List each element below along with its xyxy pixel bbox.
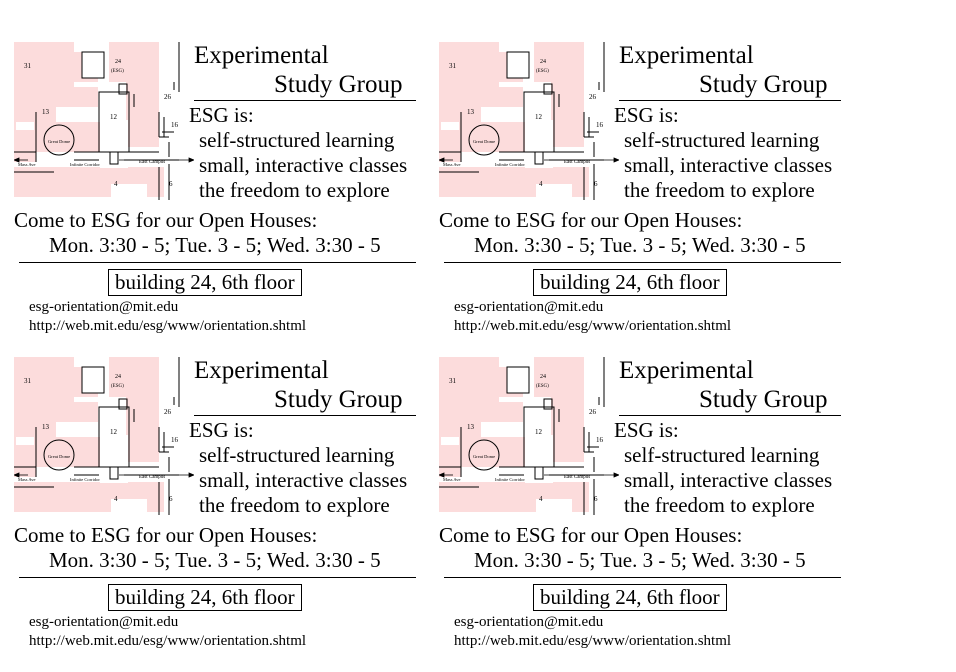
feature-item: small, interactive classes xyxy=(624,468,833,492)
hours-rule xyxy=(444,577,841,578)
title-line-2: Study Group xyxy=(699,386,828,413)
label-building-13: 13 xyxy=(467,108,474,116)
label-infinite-corridor: Infinite Corridor xyxy=(70,162,100,167)
orientation-url: http://web.mit.edu/esg/www/orientation.shtml xyxy=(29,633,307,649)
feature-item: self-structured learning xyxy=(624,128,820,152)
label-building-12: 12 xyxy=(110,113,117,121)
open-house-hours: Mon. 3:30 - 5; Tue. 3 - 5; Wed. 3:30 - 5 xyxy=(49,548,381,572)
label-east-campus: East Campus xyxy=(139,160,166,165)
label-infinite-corridor: Infinite Corridor xyxy=(70,477,100,482)
label-esg: (ESG) xyxy=(111,384,124,389)
label-great-dome: Great Dome xyxy=(48,139,71,144)
label-building-12: 12 xyxy=(535,428,542,436)
flyer-card-bottom-right xyxy=(439,357,864,672)
label-building-31: 31 xyxy=(449,377,456,385)
label-esg: (ESG) xyxy=(536,384,549,389)
campus-map xyxy=(14,357,194,517)
label-building-26: 26 xyxy=(589,93,596,101)
label-building-13: 13 xyxy=(42,423,49,431)
esg-is-heading: ESG is: xyxy=(614,418,679,442)
label-building-6: 6 xyxy=(594,495,598,503)
label-east-campus: East Campus xyxy=(564,160,591,165)
hours-rule xyxy=(444,262,841,263)
hours-rule xyxy=(19,262,416,263)
label-mass-ave: Mass Ave xyxy=(443,162,461,167)
feature-item: small, interactive classes xyxy=(199,153,408,177)
open-houses-heading: Come to ESG for our Open Houses: xyxy=(439,523,743,547)
open-house-hours: Mon. 3:30 - 5; Tue. 3 - 5; Wed. 3:30 - 5 xyxy=(474,548,806,572)
esg-is-heading: ESG is: xyxy=(189,103,254,127)
feature-item: the freedom to explore xyxy=(199,493,390,517)
feature-item: small, interactive classes xyxy=(624,153,833,177)
open-houses-heading: Come to ESG for our Open Houses: xyxy=(14,523,318,547)
label-building-6: 6 xyxy=(169,180,173,188)
label-building-16: 16 xyxy=(171,436,178,444)
label-great-dome: Great Dome xyxy=(473,454,496,459)
label-building-24: 24 xyxy=(115,59,121,65)
label-building-24: 24 xyxy=(115,374,121,380)
label-building-26: 26 xyxy=(164,93,171,101)
campus-map-drawing xyxy=(14,357,194,517)
label-building-12: 12 xyxy=(110,428,117,436)
title-line-1: Experimental xyxy=(194,42,329,69)
open-houses-heading: Come to ESG for our Open Houses: xyxy=(14,208,318,232)
flyer-card-top-left xyxy=(14,42,439,357)
label-building-31: 31 xyxy=(24,62,31,70)
feature-item: the freedom to explore xyxy=(624,493,815,517)
label-building-26: 26 xyxy=(164,408,171,416)
orientation-url: http://web.mit.edu/esg/www/orientation.shtml xyxy=(29,318,307,334)
campus-map xyxy=(439,42,619,202)
orientation-url: http://web.mit.edu/esg/www/orientation.shtml xyxy=(454,633,732,649)
esg-features-list xyxy=(199,128,407,203)
label-infinite-corridor: Infinite Corridor xyxy=(495,477,525,482)
label-mass-ave: Mass Ave xyxy=(18,477,36,482)
hours-rule xyxy=(19,577,416,578)
label-great-dome: Great Dome xyxy=(48,454,71,459)
label-east-campus: East Campus xyxy=(564,475,591,480)
feature-item: small, interactive classes xyxy=(199,468,408,492)
campus-map-drawing xyxy=(14,42,194,202)
label-building-6: 6 xyxy=(594,180,598,188)
title-rule xyxy=(619,100,841,101)
orientation-url: http://web.mit.edu/esg/www/orientation.shtml xyxy=(454,318,732,334)
label-building-4: 4 xyxy=(114,180,118,188)
feature-item: self-structured learning xyxy=(199,443,395,467)
campus-map xyxy=(14,42,194,202)
contact-email: esg-orientation@mit.edu xyxy=(454,614,604,630)
label-infinite-corridor: Infinite Corridor xyxy=(495,162,525,167)
label-building-4: 4 xyxy=(539,495,543,503)
title-line-1: Experimental xyxy=(194,357,329,384)
location-box: building 24, 6th floor xyxy=(108,269,302,296)
label-mass-ave: Mass Ave xyxy=(18,162,36,167)
campus-map-drawing xyxy=(439,42,619,202)
label-building-6: 6 xyxy=(169,495,173,503)
location-box: building 24, 6th floor xyxy=(533,584,727,611)
open-house-hours: Mon. 3:30 - 5; Tue. 3 - 5; Wed. 3:30 - 5 xyxy=(474,233,806,257)
campus-map xyxy=(439,357,619,517)
esg-features-list xyxy=(199,443,407,518)
flyer-card-bottom-left xyxy=(14,357,439,672)
open-house-hours: Mon. 3:30 - 5; Tue. 3 - 5; Wed. 3:30 - 5 xyxy=(49,233,381,257)
label-building-24: 24 xyxy=(540,374,546,380)
location-box: building 24, 6th floor xyxy=(533,269,727,296)
label-building-24: 24 xyxy=(540,59,546,65)
label-building-16: 16 xyxy=(596,121,603,129)
label-east-campus: East Campus xyxy=(139,475,166,480)
esg-is-heading: ESG is: xyxy=(189,418,254,442)
label-building-31: 31 xyxy=(449,62,456,70)
open-houses-heading: Come to ESG for our Open Houses: xyxy=(439,208,743,232)
label-esg: (ESG) xyxy=(536,69,549,74)
title-rule xyxy=(194,415,416,416)
label-building-26: 26 xyxy=(589,408,596,416)
esg-features-list xyxy=(624,128,832,203)
flyer-card-top-right xyxy=(439,42,864,357)
contact-email: esg-orientation@mit.edu xyxy=(454,299,604,315)
label-building-31: 31 xyxy=(24,377,31,385)
esg-features-list xyxy=(624,443,832,518)
label-building-4: 4 xyxy=(114,495,118,503)
feature-item: self-structured learning xyxy=(624,443,820,467)
location-box: building 24, 6th floor xyxy=(108,584,302,611)
label-building-13: 13 xyxy=(467,423,474,431)
title-rule xyxy=(619,415,841,416)
title-line-1: Experimental xyxy=(619,42,754,69)
contact-email: esg-orientation@mit.edu xyxy=(29,299,179,315)
title-line-2: Study Group xyxy=(274,386,403,413)
label-esg: (ESG) xyxy=(111,69,124,74)
label-building-4: 4 xyxy=(539,180,543,188)
esg-is-heading: ESG is: xyxy=(614,103,679,127)
label-building-12: 12 xyxy=(535,113,542,121)
title-line-1: Experimental xyxy=(619,357,754,384)
campus-map-drawing xyxy=(439,357,619,517)
feature-item: the freedom to explore xyxy=(199,178,390,202)
title-line-2: Study Group xyxy=(699,71,828,98)
label-building-16: 16 xyxy=(596,436,603,444)
feature-item: the freedom to explore xyxy=(624,178,815,202)
title-line-2: Study Group xyxy=(274,71,403,98)
label-mass-ave: Mass Ave xyxy=(443,477,461,482)
title-rule xyxy=(194,100,416,101)
feature-item: self-structured learning xyxy=(199,128,395,152)
label-building-13: 13 xyxy=(42,108,49,116)
label-great-dome: Great Dome xyxy=(473,139,496,144)
label-building-16: 16 xyxy=(171,121,178,129)
contact-email: esg-orientation@mit.edu xyxy=(29,614,179,630)
